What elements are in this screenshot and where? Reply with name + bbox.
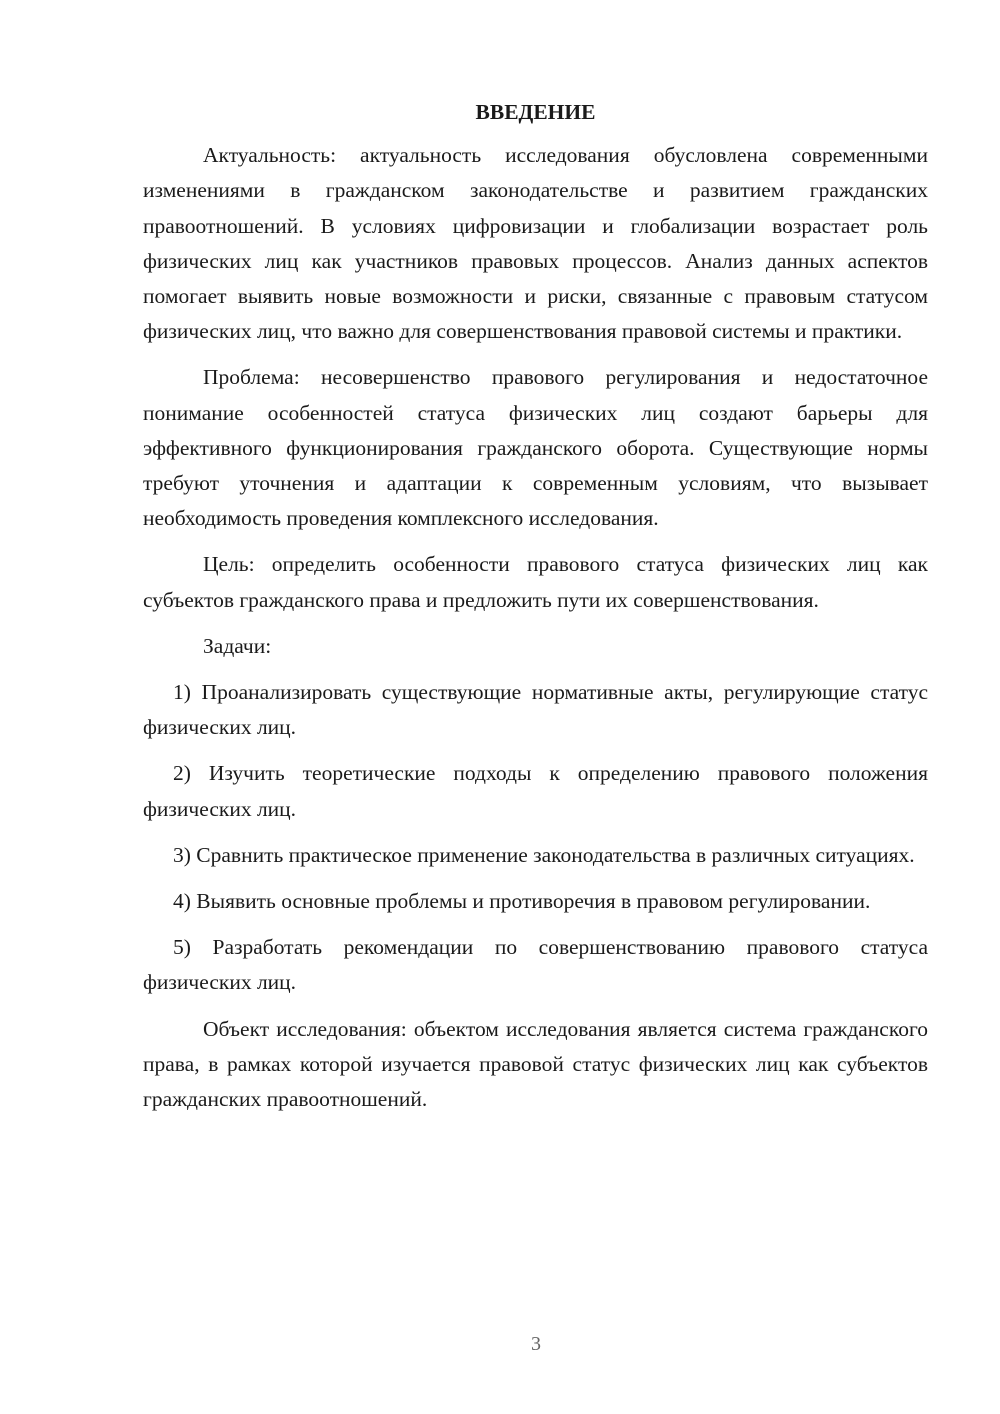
page-content xyxy=(143,95,928,1128)
page-number: 3 xyxy=(531,1333,541,1355)
paragraph-tasks-heading: Задачи: xyxy=(203,633,272,658)
task-item-4: 4) Выявить основные проблемы и противоречия в правовом регулировании. xyxy=(173,889,871,914)
paragraph-goal: Цель: определить особенности правового статуса физических лиц как субъектов гражданского права и предложить пути их совершенствования. xyxy=(143,552,928,612)
paragraph-problem: Проблема: несовершенство правового регулирования и недостаточное понимание особенностей статуса физических лиц создают барьеры для эффективного функционирования гражданского оборота. Существующие нормы требуют уточнения и адаптации к современным условиям, что вызывает необходимость проведения комплексного исследования. xyxy=(143,365,928,531)
paragraph-object: Объект исследования: объектом исследования является система гражданского права, в рамках которой изучается правовой статус физических лиц как субъектов гражданских правоотношений. xyxy=(143,1016,928,1112)
task-item-5: 5) Разработать рекомендации по совершенствованию правового статуса физических лиц. xyxy=(143,935,928,995)
page-title: ВВЕДЕНИЕ xyxy=(475,100,596,124)
task-item-1: 1) Проанализировать существующие нормативные акты, регулирующие статус физических лиц. xyxy=(143,680,928,740)
task-item-2: 2) Изучить теоретические подходы к определению правового положения физических лиц. xyxy=(143,761,928,821)
task-item-3: 3) Сравнить практическое применение законодательства в различных ситуациях. xyxy=(173,842,915,867)
paragraph-relevance: Актуальность: актуальность исследования обусловлена современными изменениями в гражданском законодательстве и развитием гражданских правоотношений. В условиях цифровизации и глобализации возрастает роль физических лиц как участников правовых процессов. Анализ данных аспектов помогает выявить новые возможности и риски, связанные с правовым статусом физических лиц, что важно для совершенствования правовой системы и практики. xyxy=(143,143,928,344)
